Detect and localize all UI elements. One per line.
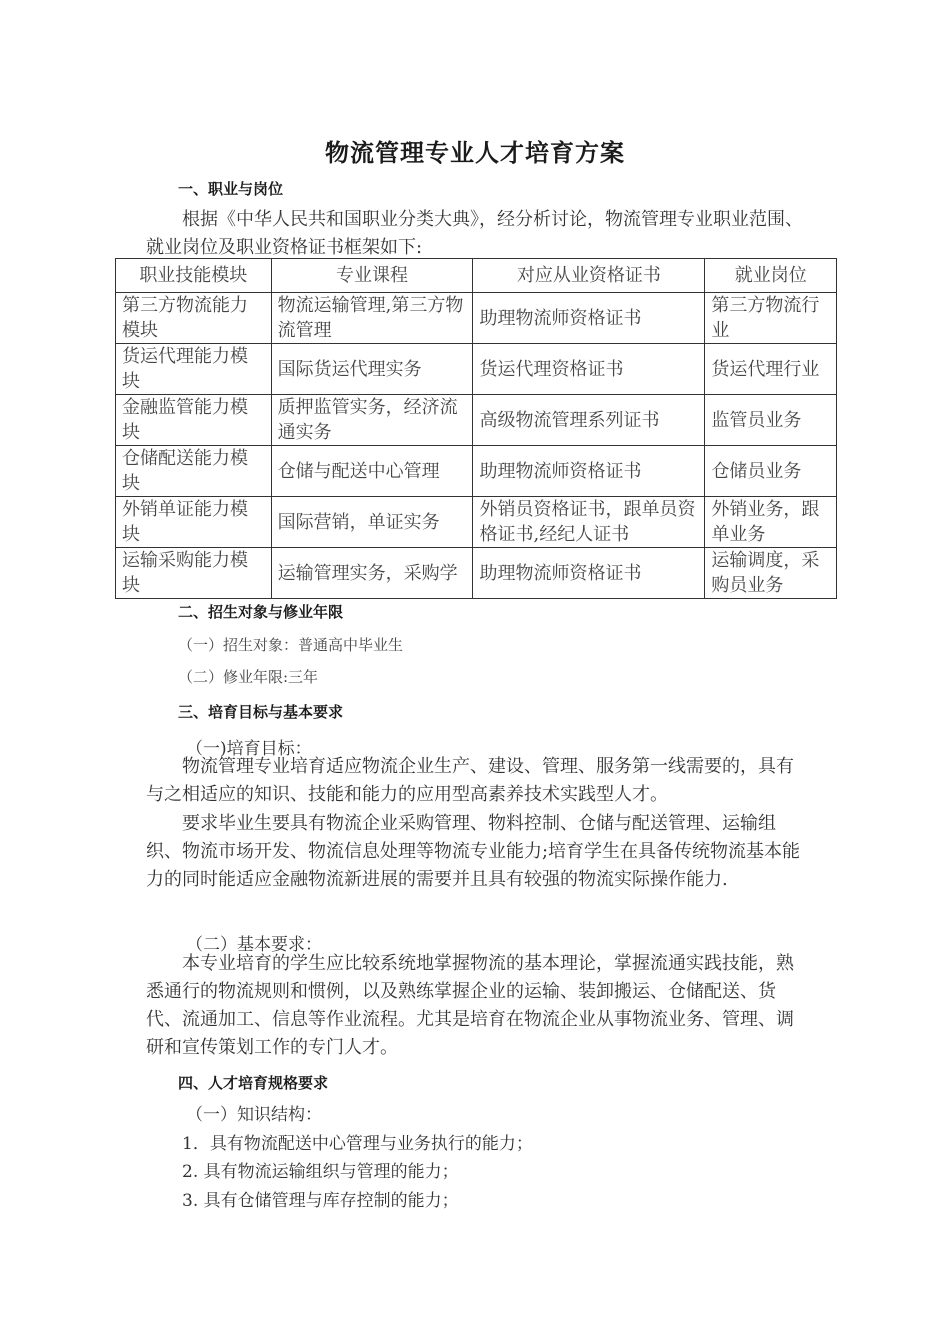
list-item: 2. 具有物流运输组织与管理的能力； bbox=[182, 1162, 459, 1182]
table-cell: 外销员资格证书，跟单员资格证书,经纪人证书 bbox=[473, 497, 705, 548]
table-cell: 运输采购能力模块 bbox=[116, 548, 272, 599]
table-cell: 仓储员业务 bbox=[705, 446, 837, 497]
document-title: 物流管理专业人才培育方案 bbox=[325, 138, 625, 167]
table-cell: 货运代理能力模块 bbox=[116, 344, 272, 395]
table-row bbox=[116, 395, 837, 446]
table-cell: 第三方物流行业 bbox=[705, 293, 837, 344]
table-row bbox=[116, 497, 837, 548]
table-cell: 货运代理行业 bbox=[705, 344, 837, 395]
knowledge-label: （一）知识结构： bbox=[186, 1105, 322, 1125]
table-row bbox=[116, 446, 837, 497]
career-framework-table bbox=[115, 258, 837, 599]
career-intro-paragraph: 根据《中华人民共和国职业分类大典》，经分析讨论，物流管理专业职业范围、就业岗位及职业资格证书框架如下: bbox=[146, 209, 803, 258]
table-row bbox=[116, 344, 837, 395]
table-cell: 助理物流师资格证书 bbox=[473, 446, 705, 497]
enrollment-target: （一）招生对象：普通高中毕业生 bbox=[178, 636, 404, 654]
table-cell: 助理物流师资格证书 bbox=[473, 548, 705, 599]
table-row bbox=[116, 548, 837, 599]
list-item: 3. 具有仓储管理与库存控制的能力； bbox=[182, 1191, 459, 1211]
table-cell: 货运代理资格证书 bbox=[473, 344, 705, 395]
table-cell: 物流运输管理,第三方物流管理 bbox=[271, 293, 473, 344]
table-cell: 外销业务，跟单业务 bbox=[705, 497, 837, 548]
table-cell: 高级物流管理系列证书 bbox=[473, 395, 705, 446]
table-header-cell: 专业课程 bbox=[271, 259, 473, 293]
list-item: 1．具有物流配送中心管理与业务执行的能力； bbox=[182, 1134, 533, 1154]
table-cell: 质押监管实务，经济流通实务 bbox=[271, 395, 473, 446]
table-cell: 仓储与配送中心管理 bbox=[271, 446, 473, 497]
table-cell: 第三方物流能力模块 bbox=[116, 293, 272, 344]
study-duration: （二）修业年限:三年 bbox=[178, 668, 319, 686]
table-cell: 监管员业务 bbox=[705, 395, 837, 446]
table-header-cell: 就业岗位 bbox=[705, 259, 837, 293]
table-cell: 运输管理实务，采购学 bbox=[271, 548, 473, 599]
table-cell: 外销单证能力模块 bbox=[116, 497, 272, 548]
table-cell: 助理物流师资格证书 bbox=[473, 293, 705, 344]
table-cell: 运输调度，采购员业务 bbox=[705, 548, 837, 599]
requirement-label: （二）基本要求： bbox=[186, 935, 322, 955]
goal-paragraph-1: 物流管理专业培育适应物流企业生产、建设、管理、服务第一线需要的，具有与之相适应的知识、技能和能力的应用型高素养技术实践型人才。 bbox=[146, 756, 794, 805]
table-header-cell: 职业技能模块 bbox=[116, 259, 272, 293]
table-row bbox=[116, 293, 837, 344]
section-heading-specs: 四、人才培育规格要求 bbox=[178, 1074, 329, 1092]
section-heading-career: 一、职业与岗位 bbox=[178, 180, 284, 198]
section-heading-goals: 三、培育目标与基本要求 bbox=[178, 703, 344, 721]
section-heading-enrollment: 二、招生对象与修业年限 bbox=[178, 603, 344, 621]
table-header-row bbox=[116, 259, 837, 293]
goal-paragraph-2: 要求毕业生要具有物流企业采购管理、物料控制、仓储与配送管理、运输组织、物流市场开发、物流信息处理等物流专业能力;培育学生在具备传统物流基本能力的同时能适应金融物流新进展的需要并且具有较强的物流实际操作能力. bbox=[146, 813, 801, 890]
table-cell: 金融监管能力模块 bbox=[116, 395, 272, 446]
requirement-paragraph: 本专业培育的学生应比较系统地掌握物流的基本理论，掌握流通实践技能，熟悉通行的物流规则和惯例，以及熟练掌握企业的运输、装卸搬运、仓储配送、货代、流通加工、信息等作业流程。尤其是培育在物流企业从事物流业务、管理、调研和宣传策划工作的专门人才。 bbox=[146, 953, 794, 1058]
table-cell: 仓储配送能力模块 bbox=[116, 446, 272, 497]
table-cell: 国际营销，单证实务 bbox=[271, 497, 473, 548]
table-cell: 国际货运代理实务 bbox=[271, 344, 473, 395]
goal-label: （一)培育目标： bbox=[186, 739, 312, 759]
table-header-cell: 对应从业资格证书 bbox=[473, 259, 705, 293]
